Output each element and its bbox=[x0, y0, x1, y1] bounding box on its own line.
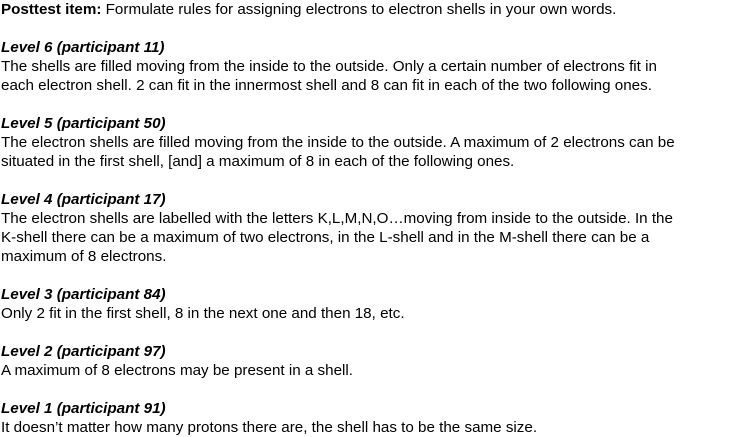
level-heading: Level 2 (participant 97) bbox=[1, 343, 166, 360]
posttest-text: Formulate rules for assigning electrons to electron shells in your own words. bbox=[101, 1, 617, 18]
response-line: Only 2 fit in the first shell, 8 in the next one and then 18, etc. bbox=[1, 305, 405, 322]
response-line: The electron shells are filled moving from the inside to the outside. A maximum of 2 electrons can be bbox=[1, 134, 675, 151]
response-text bbox=[1, 57, 734, 95]
level-5-response bbox=[1, 114, 734, 171]
response-line: A maximum of 8 electrons may be present in a shell. bbox=[1, 362, 354, 379]
level-3-response bbox=[1, 285, 734, 323]
posttest-item bbox=[1, 0, 734, 19]
response-text bbox=[1, 418, 734, 437]
response-line: K-shell there can be a maximum of two electrons, in the L-shell and in the M-shell there can be a bbox=[1, 229, 650, 246]
response-line: maximum of 8 electrons. bbox=[1, 248, 167, 265]
response-text bbox=[1, 133, 734, 171]
response-line: each electron shell. 2 can fit in the innermost shell and 8 can fit in each of the two following ones. bbox=[1, 77, 652, 94]
level-heading: Level 4 (participant 17) bbox=[1, 191, 166, 208]
response-line: It doesn’t matter how many protons there are, the shell has to be the same size. bbox=[1, 419, 538, 436]
level-heading: Level 5 (participant 50) bbox=[1, 115, 166, 132]
level-2-response bbox=[1, 342, 734, 380]
response-text bbox=[1, 304, 734, 323]
response-text bbox=[1, 209, 734, 266]
posttest-label: Posttest item: bbox=[1, 1, 102, 18]
response-line: situated in the first shell, [and] a maximum of 8 in each of the following ones. bbox=[1, 153, 515, 170]
level-heading: Level 1 (participant 91) bbox=[1, 400, 166, 417]
response-text bbox=[1, 361, 734, 380]
response-line: The electron shells are labelled with the letters K,L,M,N,O…moving from inside to the outside. In the bbox=[1, 210, 673, 227]
response-line: The shells are filled moving from the inside to the outside. Only a certain number of electrons fit in bbox=[1, 58, 657, 75]
level-1-response bbox=[1, 399, 734, 437]
level-heading: Level 6 (participant 11) bbox=[1, 39, 165, 56]
level-6-response bbox=[1, 38, 734, 95]
level-heading: Level 3 (participant 84) bbox=[1, 286, 166, 303]
level-4-response bbox=[1, 190, 734, 266]
